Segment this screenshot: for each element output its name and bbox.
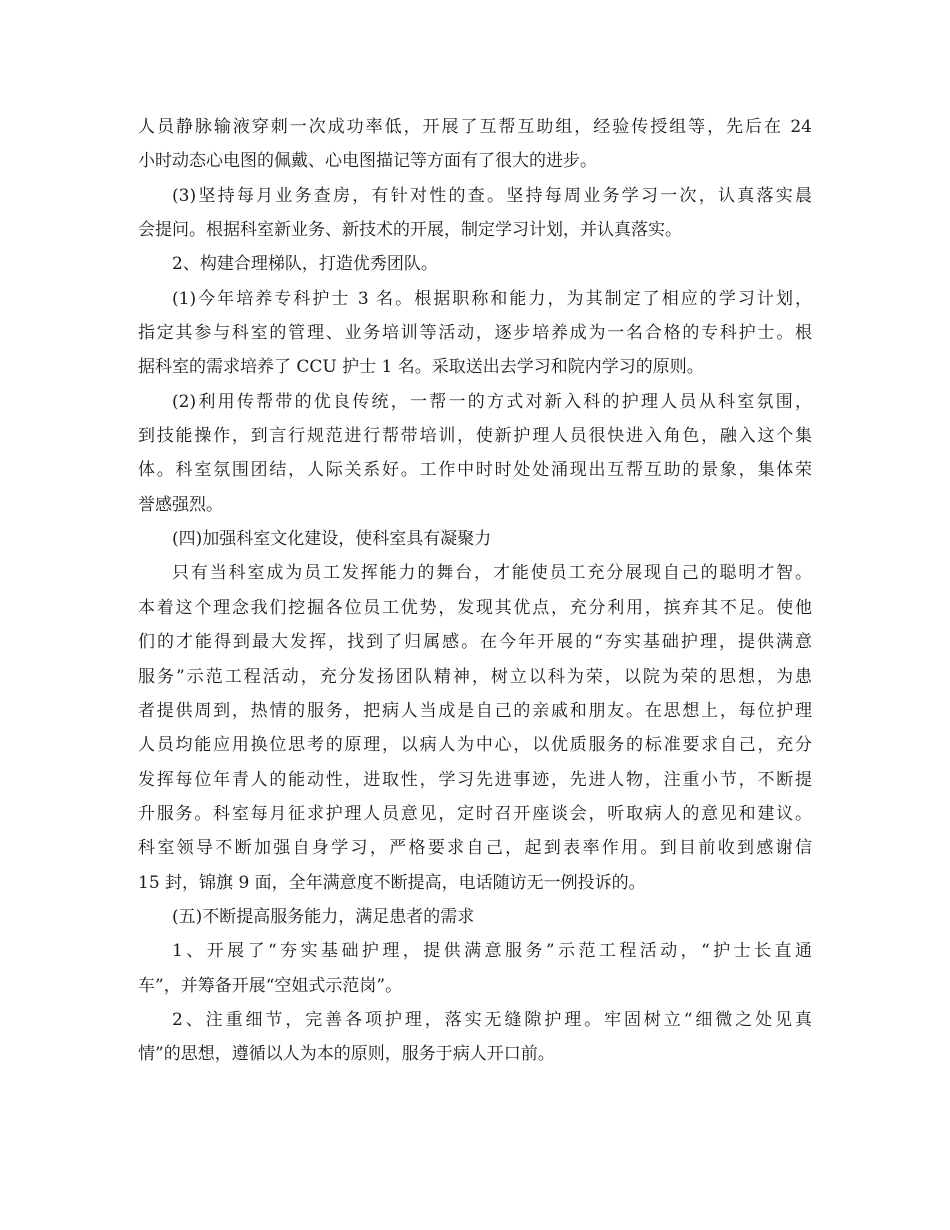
text-line: 指定其参与科室的管理、业务培训等活动，逐步培养成为一名合格的专科护士。根 [138,323,812,344]
text-line: 体。科室氛围团结，人际关系好。工作中时时处处涌现出互帮互助的景象，集体荣 [138,460,812,481]
text-line: 科室领导不断加强自身学习，严格要求自己，起到表率作用。到目前收到感谢信 [138,838,812,859]
paragraph-first-line: (3)坚持每月业务查房，有针对性的查。坚持每周业务学习一次，认真落实晨 [172,185,812,206]
text-line: 誉感强烈。 [138,494,223,515]
text-line: 据科室的需求培养了 CCU 护士 1 名。采取送出去学习和院内学习的原则。 [138,357,704,378]
paragraph-first-line: (四)加强科室文化建设，使科室具有凝聚力 [172,529,492,550]
paragraph-first-line: 2、注重细节，完善各项护理，落实无缝隙护理。牢固树立“细微之处见真 [172,1009,812,1030]
text-line: 小时动态心电图的佩戴、心电图描记等方面有了很大的进步。 [138,151,597,172]
text-line: 者提供周到，热情的服务，把病人当成是自己的亲戚和朋友。在思想上，每位护理 [138,700,812,721]
text-line: 会提问。根据科室新业务、新技术的开展，制定学习计划，并认真落实。 [138,220,682,241]
text-line: 15 封，锦旗 9 面，全年满意度不断提高，电话随访无一例投诉的。 [138,872,646,893]
paragraph-first-line: 1、开展了“夯实基础护理，提供满意服务”示范工程活动，“护士长直通 [172,941,812,962]
text-line: 们的才能得到最大发挥，找到了归属感。在今年开展的“夯实基础护理，提供满意 [138,632,812,653]
paragraph-first-line: (2)利用传帮带的优良传统，一帮一的方式对新入科的护理人员从科室氛围， [172,391,812,412]
paragraph-first-line: 2、构建合理梯队，打造优秀团队。 [172,254,438,275]
text-line: 人员静脉输液穿刺一次成功率低，开展了互帮互助组，经验传授组等，先后在 24 [138,117,812,137]
paragraph-first-line: (1)今年培养专科护士 3 名。根据职称和能力，为其制定了相应的学习计划， [172,288,812,309]
text-line: 车”，并筹备开展“空姐式示范岗”。 [138,975,403,996]
text-line: 情”的思想，遵循以人为本的原则，服务于病人开口前。 [138,1044,555,1065]
text-line: 本着这个理念我们挖掘各位员工优势，发现其优点，充分利用，摈弃其不足。使他 [138,597,812,618]
document-body [138,110,812,1072]
paragraph-first-line: 只有当科室成为员工发挥能力的舞台，才能使员工充分展现自己的聪明才智。 [172,563,812,584]
text-line: 人员均能应用换位思考的原理，以病人为中心，以优质服务的标准要求自己，充分 [138,735,812,756]
text-line: 服务”示范工程活动，充分发扬团队精神，树立以科为荣，以院为荣的思想，为患 [138,666,812,687]
text-line: 发挥每位年青人的能动性，进取性，学习先进事迹，先进人物，注重小节，不断提 [138,769,812,790]
text-line: 升服务。科室每月征求护理人员意见，定时召开座谈会，听取病人的意见和建议。 [138,803,812,824]
text-line: 到技能操作，到言行规范进行帮带培训，使新护理人员很快进入角色，融入这个集 [138,426,812,447]
paragraph-first-line: (五)不断提高服务能力，满足患者的需求 [172,906,475,927]
